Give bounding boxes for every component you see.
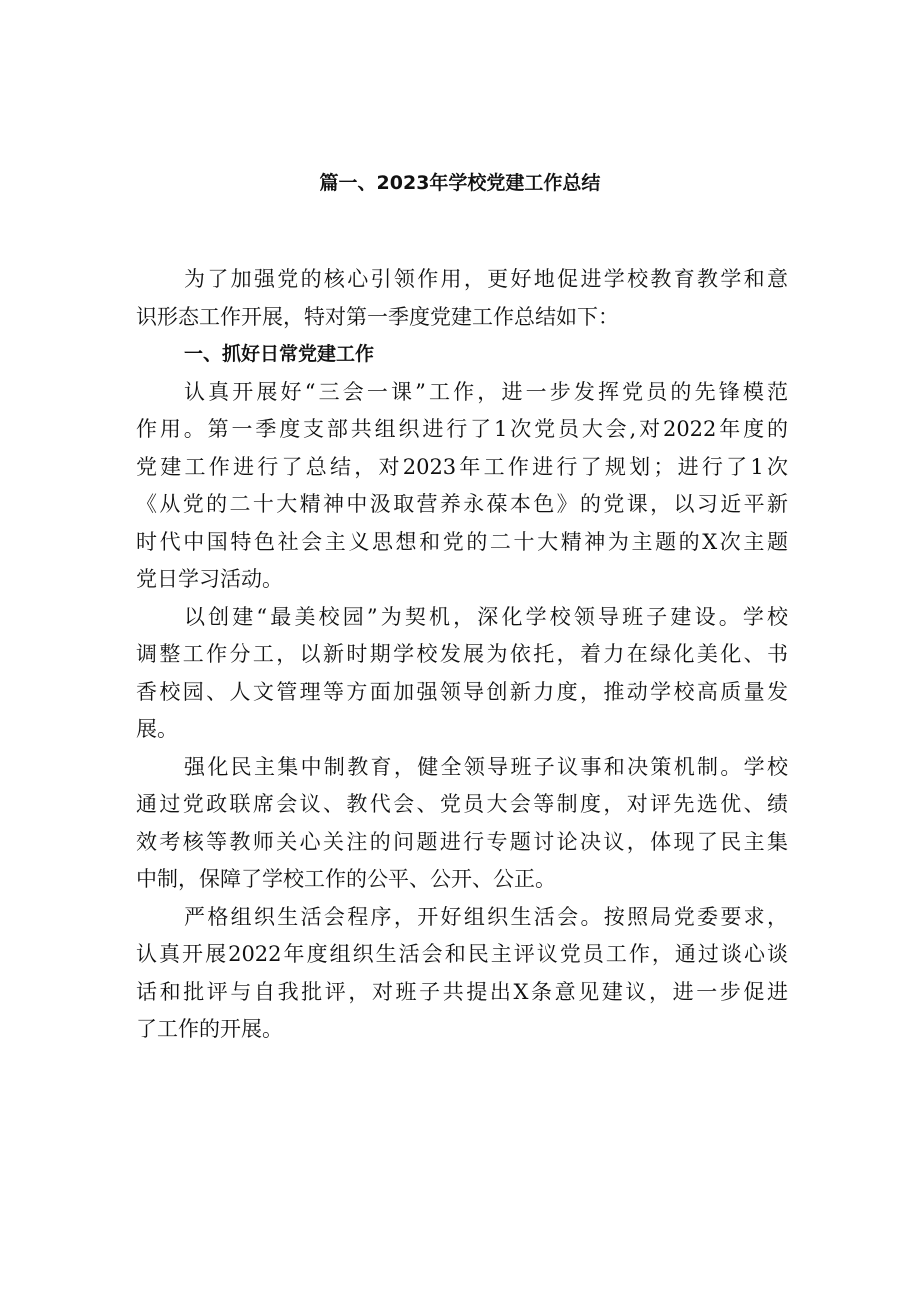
text-line: 严格组织生活会程序，开好组织生活会。按照局党委要求， xyxy=(184,904,788,929)
text-line: 展。 xyxy=(136,717,178,741)
text-line: 强化民主集中制教育，健全领导班子议事和决策机制。学校 xyxy=(184,754,788,779)
paragraph-organization-life xyxy=(136,899,788,1049)
text-line: 认真开展好“三会一课”工作，进一步发挥党员的先锋模范 xyxy=(184,379,788,404)
text-line: 效考核等教师关心关注的问题进行专题讨论决议，体现了民主集 xyxy=(136,829,788,854)
text-line: 通过党政联席会议、教代会、党员大会等制度，对评先选优、绩 xyxy=(136,792,788,816)
section-heading-text: 一、抓好日常党建工作 xyxy=(184,343,375,365)
document-body xyxy=(136,261,788,1049)
text-line: 中制，保障了学校工作的公平、公开、公正。 xyxy=(136,867,556,891)
text-line: 为了加强党的核心引领作用，更好地促进学校教育教学和意 xyxy=(184,267,788,291)
document-title: 篇一、2023年学校党建工作总结 xyxy=(319,172,601,194)
text-line: 认真开展2022年度组织生活会和民主评议党员工作，通过谈心谈 xyxy=(136,942,788,966)
paragraph-democracy xyxy=(136,749,788,899)
section-heading xyxy=(136,336,788,374)
text-line: 以创建“最美校园”为契机，深化学校领导班子建设。学校 xyxy=(184,604,788,629)
paragraph-meetings xyxy=(136,374,788,599)
text-line: 了工作的开展。 xyxy=(136,1017,283,1041)
text-line: 作用。第一季度支部共组织进行了1次党员大会,对2022年度的 xyxy=(136,417,788,441)
text-line: 党建工作进行了总结，对2023年工作进行了规划；进行了1次 xyxy=(136,454,788,479)
text-line: 香校园、人文管理等方面加强领导创新力度，推动学校高质量发 xyxy=(136,679,788,704)
paragraph-campus xyxy=(136,599,788,749)
text-line: 《从党的二十大精神中汲取营养永葆本色》的党课，以习近平新 xyxy=(136,492,788,516)
text-line: 党日学习活动。 xyxy=(136,567,283,591)
paragraph-intro xyxy=(136,261,788,336)
text-line: 调整工作分工，以新时期学校发展为依托，着力在绿化美化、书 xyxy=(136,642,788,666)
text-line: 时代中国特色社会主义思想和党的二十大精神为主题的X次主题 xyxy=(136,529,788,554)
text-line: 话和批评与自我批评，对班子共提出X条意见建议，进一步促进 xyxy=(136,979,788,1004)
text-line: 识形态工作开展，特对第一季度党建工作总结如下： xyxy=(136,304,619,329)
